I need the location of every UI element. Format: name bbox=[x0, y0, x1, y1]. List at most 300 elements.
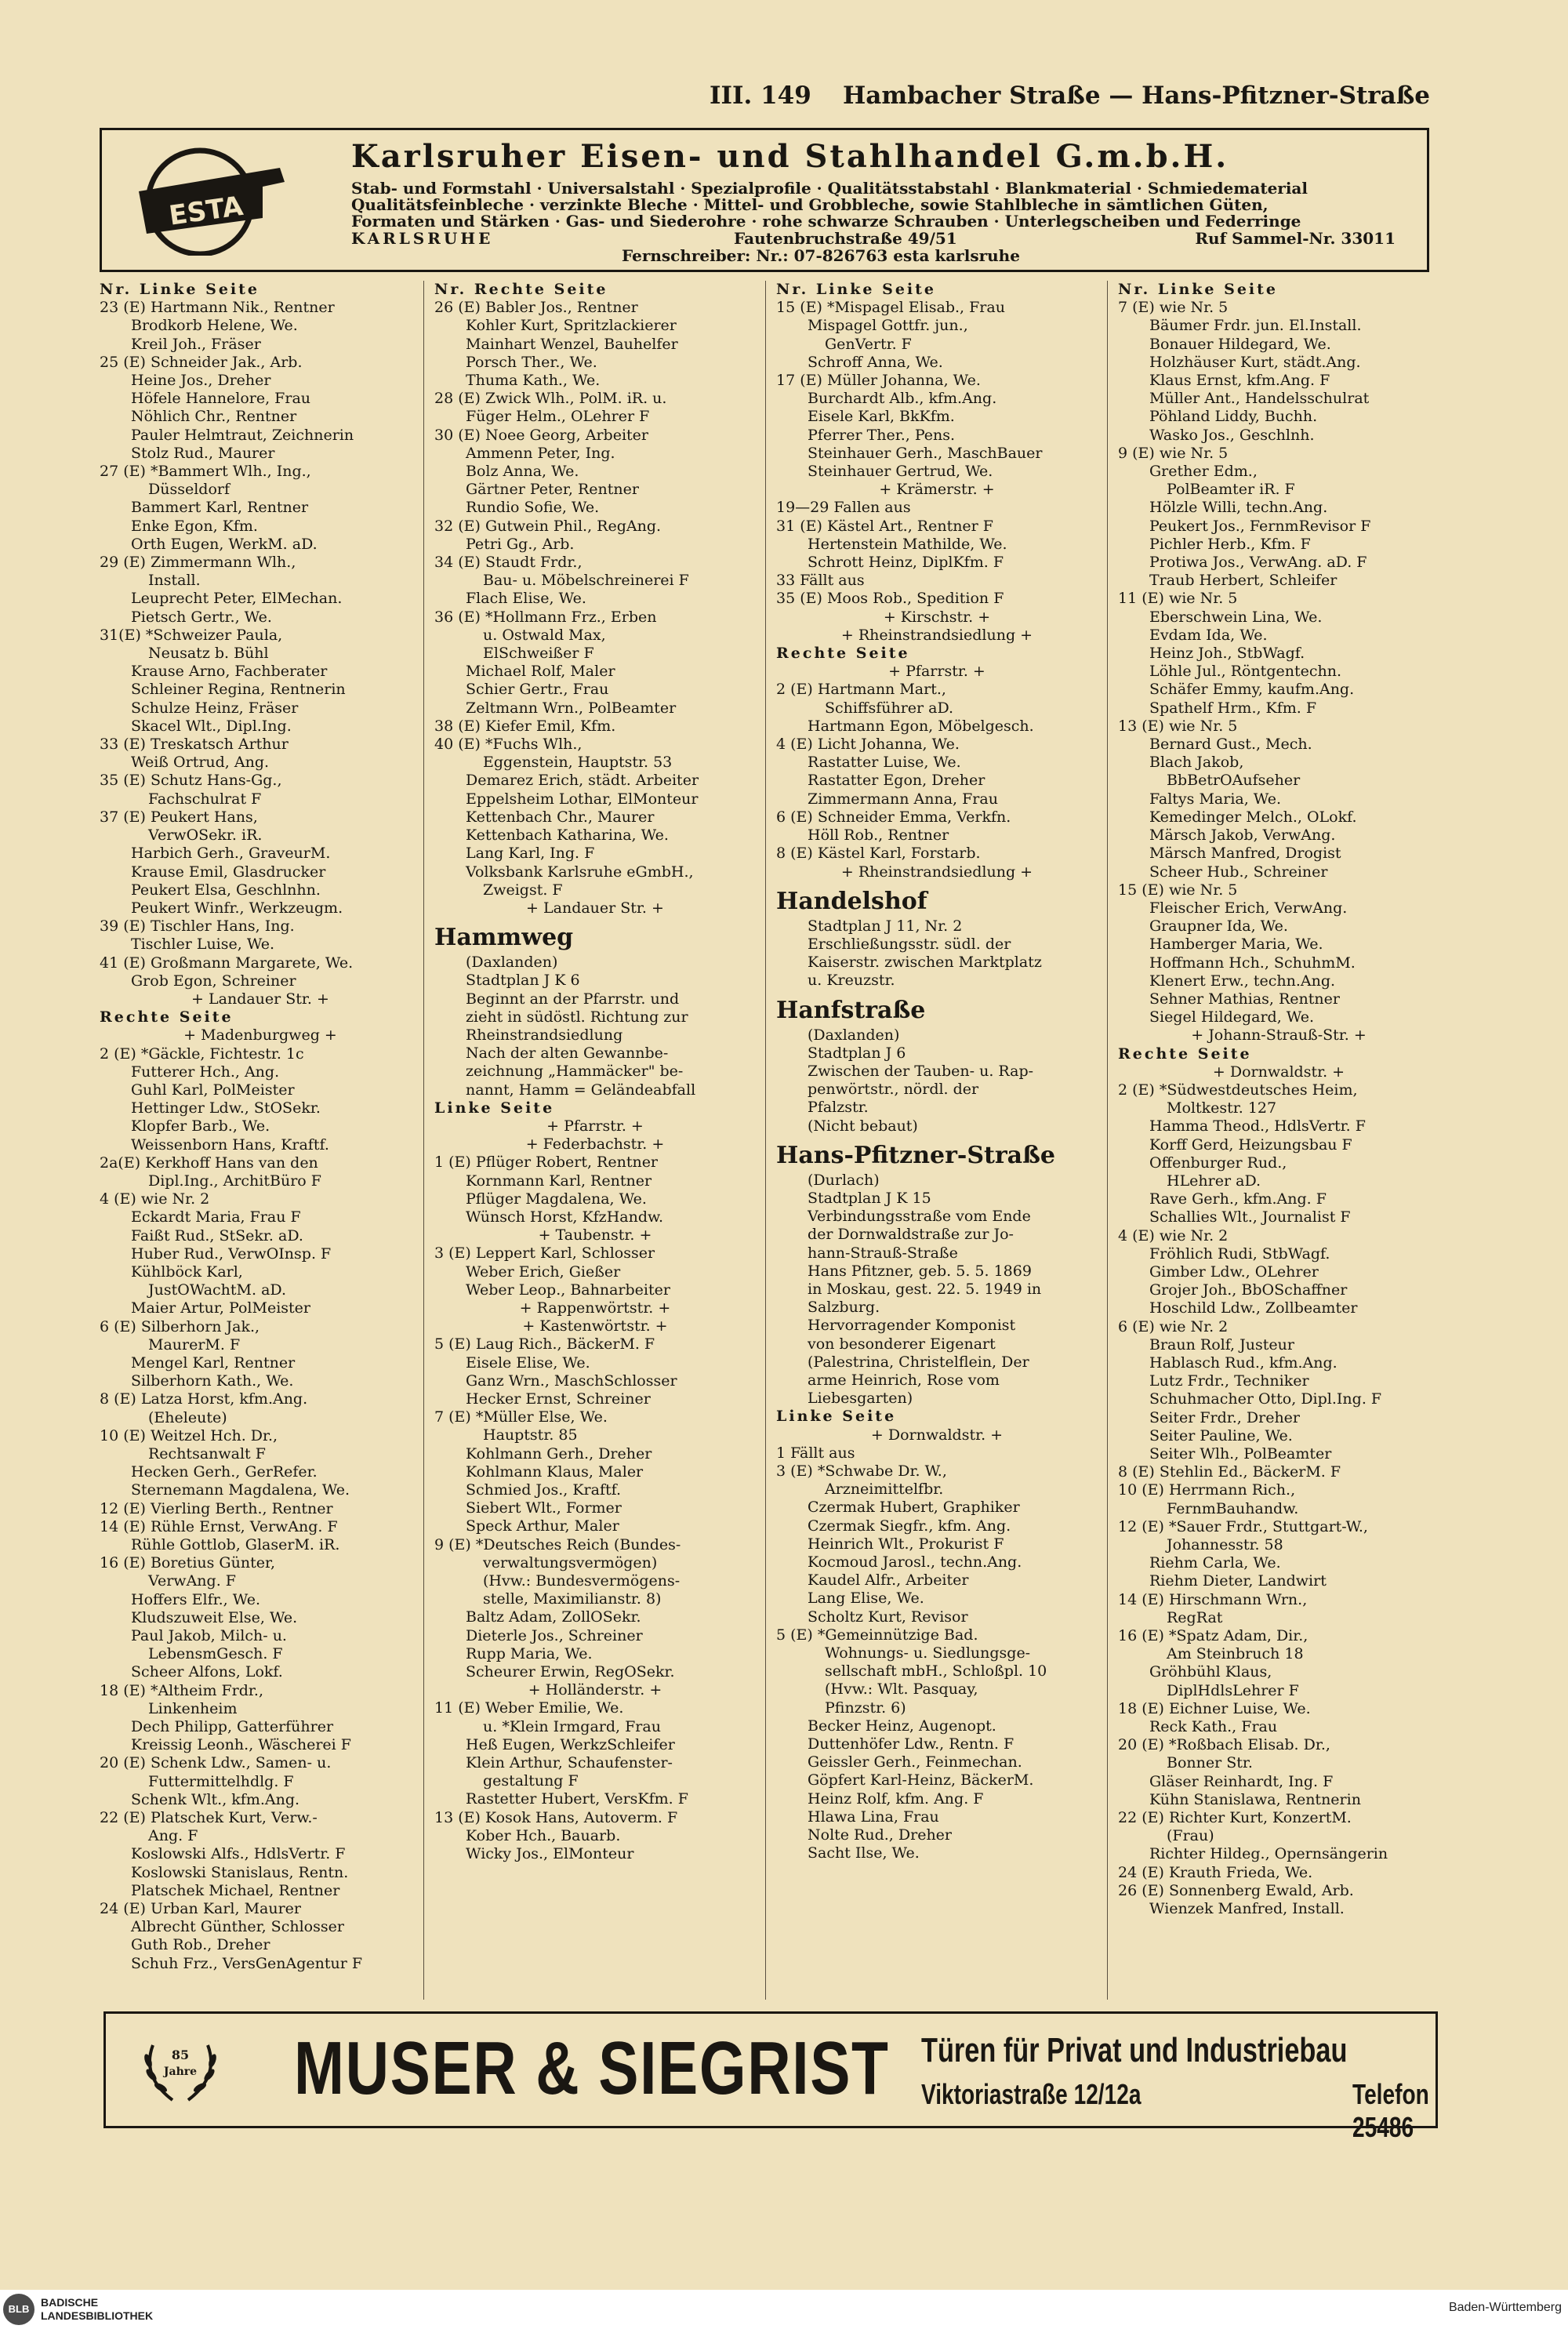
directory-entry: GenVertr. F bbox=[825, 335, 912, 353]
directory-entry: Hettinger Ldw., StOSekr. bbox=[131, 1099, 321, 1117]
directory-entry: 26 (E) Babler Jos., Rentner bbox=[434, 299, 638, 317]
directory-entry: Czermak Hubert, Graphiker bbox=[808, 1499, 1020, 1517]
ad-address: Fautenbruchstraße 49/51 bbox=[734, 229, 957, 248]
directory-entry: Weber Leop., Bahnarbeiter bbox=[466, 1281, 670, 1299]
directory-entry: Wicky Jos., ElMonteur bbox=[466, 1845, 634, 1863]
ad-phone: Telefon 25486 bbox=[1352, 2078, 1429, 2143]
directory-entry: Seiter Frdr., Dreher bbox=[1149, 1408, 1301, 1426]
directory-entry: 18 (E) Eichner Luise, We. bbox=[1118, 1699, 1311, 1717]
directory-entry: Schleiner Regina, Rentnerin bbox=[131, 681, 346, 699]
directory-entry: Pflüger Magdalena, We. bbox=[466, 1190, 647, 1208]
directory-entry: Thuma Kath., We. bbox=[466, 372, 601, 390]
directory-entry: Reck Kath., Frau bbox=[1149, 1718, 1278, 1736]
directory-entry: der Dornwaldstraße zur Jo- bbox=[808, 1226, 1014, 1244]
directory-entry: Eberschwein Lina, We. bbox=[1149, 608, 1323, 626]
directory-entry: VerwAng. F bbox=[148, 1572, 236, 1590]
anniversary-years: 85 bbox=[171, 2047, 190, 2062]
directory-entry: 3 (E) Leppert Karl, Schlosser bbox=[434, 1244, 655, 1263]
directory-entry: zieht in südöstl. Richtung zur bbox=[466, 1008, 688, 1026]
directory-entry: Hoffers Elfr., We. bbox=[131, 1590, 260, 1608]
directory-entry: Lang Elise, We. bbox=[808, 1590, 924, 1608]
directory-entry: Am Steinbruch 18 bbox=[1167, 1645, 1304, 1663]
directory-entry: 9 (E) *Deutsches Reich (Bundes- bbox=[434, 1535, 681, 1553]
directory-entry: 12 (E) *Sauer Frdr., Stuttgart-W., bbox=[1118, 1517, 1368, 1535]
directory-entry: 24 (E) Krauth Frieda, We. bbox=[1118, 1863, 1313, 1881]
directory-entry: 1 (E) Pflüger Robert, Rentner bbox=[434, 1154, 659, 1172]
directory-entry: Eppelsheim Lothar, ElMonteur bbox=[466, 790, 699, 808]
directory-entry: Hlawa Lina, Frau bbox=[808, 1808, 939, 1826]
directory-entry: Bonauer Hildegard, We. bbox=[1149, 335, 1331, 353]
directory-entry: Hamberger Maria, We. bbox=[1149, 936, 1323, 954]
side-heading: Rechte Seite bbox=[1118, 1045, 1252, 1063]
directory-entry: Demarez Erich, städt. Arbeiter bbox=[466, 772, 699, 790]
directory-entry: Mainhart Wenzel, Bauhelfer bbox=[466, 335, 678, 353]
directory-entry: Kreissig Leonh., Wäscherei F bbox=[131, 1736, 351, 1754]
directory-entry: 8 (E) Stehlin Ed., BäckerM. F bbox=[1118, 1463, 1341, 1481]
directory-entry: Peukert Elsa, Geschlnhn. bbox=[131, 881, 321, 899]
directory-entry: 37 (E) Peukert Hans, bbox=[100, 808, 258, 826]
directory-entry: Gimber Ldw., OLehrer bbox=[1149, 1263, 1319, 1281]
directory-entry: (Nicht bebaut) bbox=[808, 1117, 918, 1135]
directory-entry: zeichnung „Hammäcker" be- bbox=[466, 1063, 684, 1081]
directory-entry: 40 (E) *Fuchs Wlh., bbox=[434, 736, 583, 754]
side-heading: Rechte Seite bbox=[100, 1008, 234, 1026]
directory-entry: Graupner Ida, We. bbox=[1149, 917, 1288, 936]
directory-entry: Futtermittelhdlg. F bbox=[148, 1772, 294, 1790]
directory-entry: Maier Artur, PolMeister bbox=[131, 1299, 310, 1317]
directory-entry: Speck Arthur, Maler bbox=[466, 1517, 619, 1535]
directory-entry: Siebert Wlt., Former bbox=[466, 1499, 622, 1517]
cross-street: + Rheinstrandsiedlung + bbox=[840, 863, 1033, 881]
directory-entry: PolBeamter iR. F bbox=[1167, 481, 1295, 499]
directory-entry: Install. bbox=[148, 572, 201, 590]
directory-entry: Kludszuweit Else, We. bbox=[131, 1608, 298, 1626]
ad-address: Viktoriastraße 12/12a bbox=[921, 2078, 1142, 2110]
directory-entry: Schenk Wlt., kfm.Ang. bbox=[131, 1790, 300, 1808]
directory-entry: Stadtplan J 11, Nr. 2 bbox=[808, 917, 963, 935]
directory-entry: 2 (E) *Gäckle, Fichtestr. 1c bbox=[100, 1045, 304, 1063]
directory-entry: 10 (E) Herrmann Rich., bbox=[1118, 1481, 1296, 1499]
directory-entry: Riehm Dieter, Landwirt bbox=[1149, 1572, 1327, 1590]
directory-entry: Blach Jakob, bbox=[1149, 754, 1244, 772]
directory-entry: Porsch Ther., We. bbox=[466, 353, 597, 371]
directory-entry: 41 (E) Großmann Margarete, We. bbox=[100, 954, 354, 972]
directory-entry: LebensmGesch. F bbox=[148, 1645, 283, 1663]
cross-street: + Dornwaldstr. + bbox=[870, 1426, 1004, 1444]
directory-entry: 8 (E) Latza Horst, kfm.Ang. bbox=[100, 1390, 308, 1408]
directory-entry: Tischler Luise, We. bbox=[131, 936, 275, 954]
cross-street: + Dornwaldstr. + bbox=[1212, 1063, 1345, 1081]
directory-entry: 8 (E) Kästel Karl, Forstarb. bbox=[776, 845, 981, 863]
directory-entry: Scheurer Erwin, RegOSekr. bbox=[466, 1663, 675, 1681]
directory-entry: 6 (E) Schneider Emma, Verkfn. bbox=[776, 808, 1011, 826]
directory-entry: Traub Herbert, Schleifer bbox=[1149, 572, 1338, 590]
directory-entry: Klenert Erw., techn.Ang. bbox=[1149, 972, 1336, 990]
directory-entry: Kornmann Karl, Rentner bbox=[466, 1172, 652, 1190]
directory-entry: Kohler Kurt, Spritzlackierer bbox=[466, 317, 677, 335]
directory-entry: Paul Jakob, Milch- u. bbox=[131, 1627, 287, 1645]
cross-street: + Taubenstr. + bbox=[538, 1226, 652, 1244]
directory-entry: Nöhlich Chr., Rentner bbox=[131, 408, 297, 426]
street-heading: Hans-Pfitzner-Straße bbox=[776, 1141, 1056, 1169]
directory-entry: 35 (E) Schutz Hans-Gg., bbox=[100, 772, 282, 790]
directory-entry: Schmied Jos., Kraftf. bbox=[466, 1481, 622, 1499]
directory-entry: Krause Emil, Glasdrucker bbox=[131, 863, 326, 881]
directory-entry: Evdam Ida, We. bbox=[1149, 626, 1268, 644]
directory-entry: Erschließungsstr. südl. der bbox=[808, 935, 1011, 953]
directory-entry: u. *Klein Irmgard, Frau bbox=[483, 1717, 661, 1735]
directory-entry: Pietsch Gertr., We. bbox=[131, 608, 272, 626]
blb-logo-icon[interactable]: BLB bbox=[3, 2294, 34, 2325]
directory-entry: 9 (E) wie Nr. 5 bbox=[1118, 444, 1229, 462]
directory-entry: Schuhmacher Otto, Dipl.Ing. F bbox=[1149, 1390, 1382, 1408]
column-4 bbox=[1118, 281, 1439, 1918]
footer-bar bbox=[0, 2290, 1568, 2329]
directory-entry: 14 (E) Rühle Ernst, VerwAng. F bbox=[100, 1517, 338, 1535]
directory-entry: Kohlmann Gerh., Dreher bbox=[466, 1444, 652, 1462]
directory-entry: Klopfer Barb., We. bbox=[131, 1117, 270, 1135]
directory-entry: MaurerM. F bbox=[148, 1335, 241, 1353]
directory-entry: Eisele Karl, BkKfm. bbox=[808, 408, 955, 426]
directory-entry: 33 (E) Treskatsch Arthur bbox=[100, 736, 289, 754]
anniversary-label: Jahre bbox=[163, 2066, 198, 2078]
directory-entry: nannt, Hamm = Geländeabfall bbox=[466, 1081, 696, 1099]
directory-entry: (Hvw.: Bundesvermögens- bbox=[483, 1572, 681, 1590]
ad-line-1: Stab- und Formstahl · Universalstahl · Spezialprofile · Qualitätsstabstahl · Blankmaterial · Schmiedematerial bbox=[351, 179, 1308, 198]
directory-entry: 36 (E) *Hollmann Frz., Erben bbox=[434, 608, 657, 626]
cross-street: + Kirschstr. + bbox=[883, 608, 991, 626]
directory-entry: Wasko Jos., Geschlnh. bbox=[1149, 426, 1315, 444]
directory-entry: Pöhland Liddy, Buchh. bbox=[1149, 408, 1318, 426]
directory-entry: 13 (E) wie Nr. 5 bbox=[1118, 717, 1238, 735]
directory-entry: Hecker Ernst, Schreiner bbox=[466, 1390, 651, 1408]
directory-entry: Bäumer Frdr. jun. El.Install. bbox=[1149, 317, 1362, 335]
directory-entry: Fleischer Erich, VerwAng. bbox=[1149, 899, 1348, 917]
directory-entry: stelle, Maximilianstr. 8) bbox=[483, 1590, 662, 1608]
muser-siegrist-advertisement bbox=[103, 2011, 1438, 2143]
column-1 bbox=[100, 281, 421, 1973]
directory-entry: Hauptstr. 85 bbox=[483, 1426, 578, 1444]
side-heading: Nr. Linke Seite bbox=[1118, 281, 1279, 298]
directory-entry: Rühle Gottlob, GlaserM. iR. bbox=[131, 1536, 340, 1554]
ad-telex: Fernschreiber: Nr.: 07-826763 esta karlsruhe bbox=[622, 246, 1020, 265]
directory-entry: Kühlböck Karl, bbox=[131, 1263, 243, 1281]
directory-entry: Gläser Reinhardt, Ing. F bbox=[1149, 1772, 1334, 1790]
directory-entry: Arzneimittelfbr. bbox=[825, 1481, 944, 1499]
directory-entry: Stadtplan J K 6 bbox=[466, 972, 580, 990]
directory-entry: Richter Hildeg., Opernsängerin bbox=[1149, 1845, 1388, 1863]
directory-entry: 5 (E) *Gemeinnützige Bad. bbox=[776, 1626, 978, 1644]
directory-entry: Schroff Anna, We. bbox=[808, 353, 943, 371]
cross-street: + Krämerstr. + bbox=[879, 481, 995, 499]
directory-entry: Müller Ant., Handelsschulrat bbox=[1149, 390, 1370, 408]
directory-entry: Liebesgarten) bbox=[808, 1390, 913, 1408]
directory-entry: 14 (E) Hirschmann Wrn., bbox=[1118, 1590, 1308, 1608]
directory-entry: Göpfert Karl-Heinz, BäckerM. bbox=[808, 1771, 1034, 1789]
directory-entry: 7 (E) *Müller Else, We. bbox=[434, 1408, 608, 1426]
directory-entry: Pfinzstr. 6) bbox=[825, 1699, 906, 1717]
ad-phone: Ruf Sammel-Nr. 33011 bbox=[1195, 229, 1396, 248]
directory-entry: Leuprecht Peter, ElMechan. bbox=[131, 590, 343, 608]
directory-entry: Zweigst. F bbox=[483, 881, 563, 899]
directory-entry: 28 (E) Zwick Wlh., PolM. iR. u. bbox=[434, 390, 667, 408]
directory-entry: Höfele Hannelore, Frau bbox=[131, 390, 311, 408]
directory-entry: Kettenbach Katharina, We. bbox=[466, 827, 669, 845]
directory-entry: 7 (E) wie Nr. 5 bbox=[1118, 299, 1229, 317]
directory-entry: Hamma Theod., HdlsVertr. F bbox=[1149, 1117, 1366, 1135]
directory-entry: (Durlach) bbox=[808, 1171, 880, 1189]
directory-entry: Stadtplan J K 15 bbox=[808, 1189, 931, 1207]
directory-entry: 20 (E) Schenk Ldw., Samen- u. bbox=[100, 1754, 332, 1772]
side-heading: Linke Seite bbox=[434, 1099, 555, 1117]
directory-entry: Lutz Frdr., Techniker bbox=[1149, 1372, 1309, 1390]
directory-entry: Klaus Ernst, kfm.Ang. F bbox=[1149, 372, 1330, 390]
directory-entry: 31 (E) Kästel Art., Rentner F bbox=[776, 517, 993, 535]
state-label: Baden-Württemberg bbox=[1448, 2301, 1562, 2314]
directory-entry: Mengel Karl, Rentner bbox=[131, 1353, 296, 1372]
directory-entry: Heine Jos., Dreher bbox=[131, 372, 271, 390]
directory-entry: 5 (E) Laug Rich., BäckerM. F bbox=[434, 1335, 655, 1353]
directory-entry: Heinrich Wlt., Prokurist F bbox=[808, 1535, 1004, 1553]
directory-entry: Skacel Wlt., Dipl.Ing. bbox=[131, 717, 292, 735]
directory-entry: verwaltungsvermögen) bbox=[483, 1553, 658, 1571]
directory-entry: Kocmoud Jarosl., techn.Ang. bbox=[808, 1553, 1022, 1571]
directory-entry: Kaiserstr. zwischen Marktplatz bbox=[808, 954, 1042, 972]
directory-entry: Koslowski Stanislaus, Rentn. bbox=[131, 1863, 349, 1881]
directory-entry: Steinhauer Gerh., MaschBauer bbox=[808, 444, 1043, 462]
directory-entry: Offenburger Rud., bbox=[1149, 1154, 1287, 1172]
directory-entry: Hertenstein Mathilde, We. bbox=[808, 535, 1007, 553]
directory-entry: Moltkestr. 127 bbox=[1167, 1099, 1277, 1117]
directory-entry: 33 Fällt aus bbox=[776, 572, 865, 590]
cross-street: + Holländerstr. + bbox=[528, 1681, 662, 1699]
cross-street: + Rheinstrandsiedlung + bbox=[840, 626, 1033, 644]
directory-entry: Bammert Karl, Rentner bbox=[131, 499, 309, 517]
cross-street: + Pfarrstr. + bbox=[546, 1117, 644, 1135]
directory-entry: (Hvw.: Wlt. Pasquay, bbox=[825, 1680, 978, 1699]
directory-entry: Löhle Jul., Röntgentechn. bbox=[1149, 663, 1341, 681]
esta-logo-text: ESTA bbox=[167, 190, 245, 232]
directory-entry: Heinz Joh., StbWagf. bbox=[1149, 645, 1305, 663]
directory-entry: Hoschild Ldw., Zollbeamter bbox=[1149, 1299, 1358, 1317]
directory-entry: Hervorragender Komponist bbox=[808, 1317, 1016, 1335]
directory-entry: Schuh Frz., VersGenAgentur F bbox=[131, 1954, 363, 1972]
directory-entry: Sacht Ilse, We. bbox=[808, 1844, 920, 1862]
directory-entry: Dech Philipp, Gatterführer bbox=[131, 1718, 334, 1736]
ad-line-3: Formaten und Stärken · Gas- und Siederohre · rohe schwarze Schrauben · Unterlegscheiben und Federringe bbox=[351, 212, 1301, 231]
directory-entry: Düsseldorf bbox=[148, 481, 230, 499]
directory-entry: 29 (E) Zimmermann Wlh., bbox=[100, 554, 296, 572]
directory-entry: Pfalzstr. bbox=[808, 1099, 869, 1117]
directory-entry: Huber Rud., VerwOInsp. F bbox=[131, 1244, 332, 1263]
directory-entry: 17 (E) Müller Johanna, We. bbox=[776, 372, 981, 390]
directory-entry: 11 (E) wie Nr. 5 bbox=[1118, 590, 1238, 608]
column-divider bbox=[1107, 281, 1108, 2000]
directory-entry: Heinz Rolf, kfm. Ang. F bbox=[808, 1789, 984, 1808]
directory-entry: 15 (E) *Mispagel Elisab., Frau bbox=[776, 299, 1005, 317]
directory-entry: Platschek Michael, Rentner bbox=[131, 1881, 340, 1899]
directory-entry: Bernard Gust., Mech. bbox=[1149, 736, 1312, 754]
directory-entry: Eisele Elise, We. bbox=[466, 1353, 590, 1372]
side-heading: Linke Seite bbox=[776, 1408, 897, 1426]
directory-entry: Scheer Hub., Schreiner bbox=[1149, 863, 1328, 881]
directory-entry: HLehrer aD. bbox=[1167, 1172, 1261, 1190]
directory-entry: 3 (E) *Schwabe Dr. W., bbox=[776, 1462, 947, 1480]
column-2 bbox=[434, 281, 756, 1863]
directory-entry: 19—29 Fallen aus bbox=[776, 499, 911, 517]
directory-entry: Weiß Ortrud, Ang. bbox=[131, 754, 270, 772]
directory-entry: (Daxlanden) bbox=[808, 1026, 900, 1044]
directory-entry: Kemedinger Melch., OLokf. bbox=[1149, 808, 1357, 826]
ad-line-2: Qualitätsfeinbleche · verzinkte Bleche · Mittel- und Grobbleche, sowie Stahlbleche in sämtlichen Güten, bbox=[351, 195, 1269, 214]
column-3 bbox=[776, 281, 1098, 1862]
directory-entry: Silberhorn Kath., We. bbox=[131, 1372, 294, 1390]
directory-entry: 15 (E) wie Nr. 5 bbox=[1118, 881, 1238, 899]
directory-entry: Pferrer Ther., Pens. bbox=[808, 426, 956, 444]
directory-entry: Hans Pfitzner, geb. 5. 5. 1869 bbox=[808, 1262, 1032, 1280]
directory-entry: Mispagel Gottfr. jun., bbox=[808, 317, 968, 335]
directory-entry: Gärtner Peter, Rentner bbox=[466, 481, 639, 499]
directory-entry: Johannesstr. 58 bbox=[1167, 1536, 1283, 1554]
directory-entry: gestaltung F bbox=[483, 1772, 579, 1790]
directory-entry: von besonderer Eigenart bbox=[808, 1335, 996, 1353]
directory-entry: Nach der alten Gewannbe- bbox=[466, 1045, 669, 1063]
directory-entry: Stolz Rud., Maurer bbox=[131, 444, 275, 462]
directory-entry: 10 (E) Weitzel Hch. Dr., bbox=[100, 1426, 278, 1444]
directory-entry: arme Heinrich, Rose vom bbox=[808, 1371, 1000, 1389]
directory-entry: Guhl Karl, PolMeister bbox=[131, 1081, 295, 1099]
directory-entry: Scheer Alfons, Lokf. bbox=[131, 1663, 283, 1681]
directory-entry: in Moskau, gest. 22. 5. 1949 in bbox=[808, 1280, 1042, 1298]
side-heading: Nr. Linke Seite bbox=[776, 281, 937, 298]
directory-entry: 18 (E) *Altheim Frdr., bbox=[100, 1681, 263, 1699]
directory-entry: Bau- u. Möbelschreinerei F bbox=[483, 572, 689, 590]
directory-entry: 27 (E) *Bammert Wlh., Ing., bbox=[100, 463, 311, 481]
cross-street: + Landauer Str. + bbox=[191, 990, 329, 1008]
directory-entry: Siegel Hildegard, We. bbox=[1149, 1008, 1315, 1026]
directory-entry: ElSchweißer F bbox=[483, 645, 594, 663]
directory-entry: Protiwa Jos., VerwAng. aD. F bbox=[1149, 554, 1367, 572]
directory-entry: Märsch Manfred, Drogist bbox=[1149, 845, 1341, 863]
directory-entry: Kaudel Alfr., Arbeiter bbox=[808, 1571, 969, 1590]
directory-entry: Ang. F bbox=[148, 1827, 198, 1845]
street-heading: Hammweg bbox=[434, 924, 574, 952]
directory-entry: Brodkorb Helene, We. bbox=[131, 317, 298, 335]
directory-entry: (Frau) bbox=[1167, 1827, 1214, 1845]
directory-entry: Dipl.Ing., ArchitBüro F bbox=[148, 1172, 321, 1190]
directory-entry: Schiffsführer aD. bbox=[825, 699, 954, 717]
directory-entry: (Daxlanden) bbox=[466, 954, 558, 972]
library-name bbox=[41, 2296, 153, 2323]
directory-entry: Flach Elise, We. bbox=[466, 590, 586, 608]
directory-entry: Schulze Heinz, Fräser bbox=[131, 699, 299, 717]
directory-entry: 24 (E) Urban Karl, Maurer bbox=[100, 1900, 302, 1918]
directory-entry: 30 (E) Noee Georg, Arbeiter bbox=[434, 426, 648, 444]
cross-street: + Federbachstr. + bbox=[525, 1135, 665, 1154]
directory-entry: Hölzle Willi, techn.Ang. bbox=[1149, 499, 1328, 517]
directory-entry: Riehm Carla, We. bbox=[1149, 1554, 1281, 1572]
directory-entry: Wienzek Manfred, Install. bbox=[1149, 1900, 1345, 1918]
directory-entry: Kreil Joh., Fräser bbox=[131, 335, 261, 353]
street-heading: Handelshof bbox=[776, 887, 927, 915]
directory-entry: 22 (E) Richter Kurt, KonzertM. bbox=[1118, 1809, 1352, 1827]
directory-entry: Rupp Maria, We. bbox=[466, 1644, 593, 1662]
directory-entry: Fröhlich Rudi, StbWagf. bbox=[1149, 1244, 1330, 1263]
directory-entry: 31(E) *Schweizer Paula, bbox=[100, 626, 283, 644]
directory-entry: Kettenbach Chr., Maurer bbox=[466, 808, 655, 826]
directory-entry: Hecken Gerh., GerRefer. bbox=[131, 1463, 318, 1481]
directory-entry: 13 (E) Kosok Hans, Autoverm. F bbox=[434, 1808, 678, 1826]
directory-entry: u. Kreuzstr. bbox=[808, 972, 895, 990]
directory-entry: DiplHdlsLehrer F bbox=[1167, 1681, 1299, 1699]
side-heading: Nr. Linke Seite bbox=[100, 281, 260, 298]
directory-entry: Faltys Maria, We. bbox=[1149, 790, 1282, 808]
ad-tagline: Türen für Privat und Industriebau bbox=[921, 2031, 1348, 2069]
directory-entry: Märsch Jakob, VerwAng. bbox=[1149, 827, 1336, 845]
directory-entry: Kober Hch., Bauarb. bbox=[466, 1826, 621, 1844]
directory-entry: 26 (E) Sonnenberg Ewald, Arb. bbox=[1118, 1881, 1354, 1899]
directory-entry: Kohlmann Klaus, Maler bbox=[466, 1462, 644, 1481]
directory-entry: Rastatter Luise, We. bbox=[808, 754, 961, 772]
directory-entry: Wohnungs- u. Siedlungsge- bbox=[825, 1644, 1031, 1662]
directory-entry: Rastatter Egon, Dreher bbox=[808, 772, 985, 790]
directory-entry: Neusatz b. Bühl bbox=[148, 645, 269, 663]
page-title: Hambacher Straße — Hans-Pfitzner-Straße bbox=[842, 82, 1430, 110]
directory-entry: Wünsch Horst, KfzHandw. bbox=[466, 1208, 664, 1226]
directory-entry: sellschaft mbH., Schloßpl. 10 bbox=[825, 1662, 1047, 1680]
directory-entry: Enke Egon, Kfm. bbox=[131, 517, 258, 535]
directory-entry: 4 (E) wie Nr. 2 bbox=[100, 1190, 210, 1208]
page-number: III. 149 bbox=[710, 82, 811, 110]
directory-entry: Duttenhöfer Ldw., Rentn. F bbox=[808, 1735, 1014, 1753]
column-divider bbox=[765, 281, 766, 2000]
directory-entry: Faißt Rud., StSekr. aD. bbox=[131, 1226, 303, 1244]
directory-entry: Rave Gerh., kfm.Ang. F bbox=[1149, 1190, 1327, 1208]
directory-entry: Hoffmann Hch., SchuhmM. bbox=[1149, 954, 1356, 972]
directory-entry: Holzhäuser Kurt, städt.Ang. bbox=[1149, 353, 1361, 371]
directory-entry: Peukert Winfr., Werkzeugm. bbox=[131, 899, 343, 917]
directory-entry: Zimmermann Anna, Frau bbox=[808, 790, 998, 808]
directory-entry: Bolz Anna, We. bbox=[466, 463, 579, 481]
directory-entry: 23 (E) Hartmann Nik., Rentner bbox=[100, 299, 335, 317]
directory-entry: Verbindungsstraße vom Ende bbox=[808, 1208, 1031, 1226]
directory-entry: Krause Arno, Fachberater bbox=[131, 663, 328, 681]
directory-entry: Futterer Hch., Ang. bbox=[131, 1063, 280, 1081]
directory-entry: Korff Gerd, Heizungsbau F bbox=[1149, 1135, 1352, 1154]
directory-entry: 25 (E) Schneider Jak., Arb. bbox=[100, 353, 303, 371]
directory-entry: Rastetter Hubert, VersKfm. F bbox=[466, 1790, 688, 1808]
library-name-line1: BADISCHE bbox=[41, 2296, 99, 2309]
directory-entry: Peukert Jos., FernmRevisor F bbox=[1149, 517, 1371, 535]
directory-entry: u. Ostwald Max, bbox=[483, 626, 606, 644]
ad-company-muser-siegrist: MUSER & SIEGRIST bbox=[294, 2026, 890, 2110]
directory-entry: 12 (E) Vierling Berth., Rentner bbox=[100, 1499, 333, 1517]
directory-entry: 22 (E) Platschek Kurt, Verw.- bbox=[100, 1809, 318, 1827]
directory-entry: Grojer Joh., BbOSchaffner bbox=[1149, 1281, 1348, 1299]
cross-street: + Landauer Str. + bbox=[526, 899, 664, 917]
side-heading: Nr. Rechte Seite bbox=[434, 281, 608, 298]
directory-entry: 2 (E) Hartmann Mart., bbox=[776, 681, 946, 699]
directory-entry: Höll Rob., Rentner bbox=[808, 827, 949, 845]
directory-entry: 2 (E) *Südwestdeutsches Heim, bbox=[1118, 1081, 1358, 1099]
cross-street: + Kastenwörtstr. + bbox=[522, 1317, 668, 1335]
directory-entry: Baltz Adam, ZollOSekr. bbox=[466, 1608, 641, 1626]
directory-entry: Grether Edm., bbox=[1149, 463, 1258, 481]
directory-entry: Zwischen der Tauben- u. Rap- bbox=[808, 1062, 1034, 1080]
directory-entry: Stadtplan J 6 bbox=[808, 1044, 906, 1062]
directory-entry: Geissler Gerh., Feinmechan. bbox=[808, 1753, 1022, 1771]
directory-entry: penwörtstr., nördl. der bbox=[808, 1081, 979, 1099]
